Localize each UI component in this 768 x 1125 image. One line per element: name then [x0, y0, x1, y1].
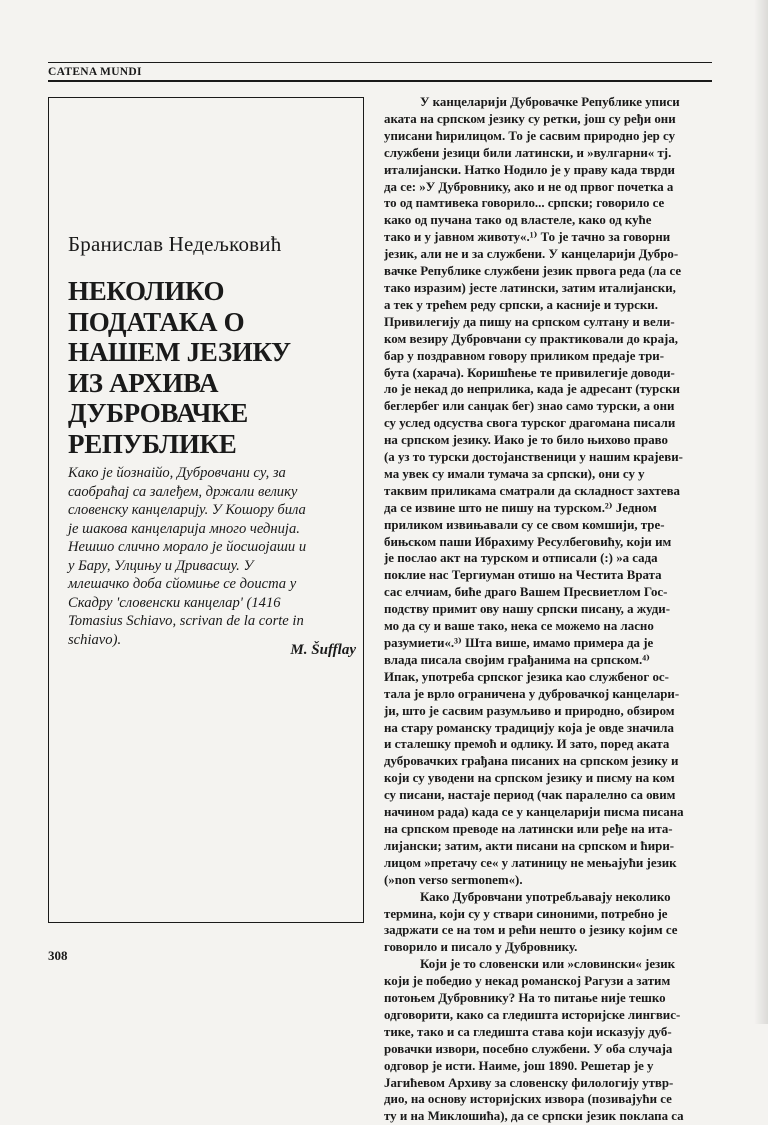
epigraph-line: млешачко доба сйомиње се доиста у: [68, 576, 297, 592]
epigraph-signature: M. Šufflay: [290, 642, 356, 658]
body-line: да се: »У Дубровнику, ако и не од првог почетка а: [384, 179, 674, 194]
body-line: ји, што је сасвим разумљиво и природно, обзиром: [384, 703, 675, 718]
body-line: Јагићевом Архиву за словенску филологију утвр-: [384, 1075, 674, 1090]
body-line: тако и у јавном животу«.¹⁾ То је тачно за говорни: [384, 230, 671, 245]
epigraph-line: Tomasius Schiavo, scrivan de la corte in: [68, 613, 304, 629]
body-line: разумиети«.³⁾ Шта више, имамо примера да је: [384, 636, 654, 650]
body-line: поклие нас Тергиуман отишо на Честита Врата: [384, 568, 662, 583]
body-line: термина, који су у ствари синоними, потребно је: [384, 906, 668, 921]
title-line: РЕПУБЛИКЕ: [68, 428, 237, 459]
epigraph-line: Нешшо слично морало је йосшојаши и: [68, 539, 307, 555]
body-line: службени језици били латински, и »вулгарни« тј.: [384, 145, 672, 160]
body-line: ло је некад до неприлика, када је адресант (турски: [384, 382, 680, 397]
running-title: CATENA MUNDI: [48, 66, 142, 78]
body-line: тике, тако и са гледишта става који исказују дуб-: [384, 1024, 672, 1039]
body-line: који је победио у некад романској Рагузи а затим: [384, 974, 671, 989]
body-line: сас елчиам, биће драго Вашем Пресвиетлом Гос-: [384, 585, 668, 600]
body-line: бињском паши Ибрахиму Ресулбеговићу, који им: [384, 534, 672, 549]
body-line: ма увек су имали тумача за српски), они су у: [384, 466, 645, 481]
body-line: дубровачких грађана писаних на српском језику и: [384, 754, 679, 769]
body-line: одговорити, како са гледишта историјске лингвис-: [384, 1007, 681, 1022]
epigraph-line: у Бару, Улцињу и Дривасшу. У: [68, 557, 254, 574]
body-line: на стару романску традицију која је овде значила: [384, 720, 674, 735]
body-line: су писани, настаје период (чак паралелно са овим: [384, 788, 676, 803]
epigraph-line: Скадру 'словенски канцелар' (1416: [68, 594, 281, 611]
epigraph-line: словенску канцеларију. У Кошору била: [68, 502, 306, 518]
epigraph-line: је шакова канцеларија много чеднија.: [68, 520, 300, 537]
body-line: одговор је исти. Наиме, још 1890. Решетар је у: [384, 1058, 654, 1073]
body-line: вачке Републике службени језик првога реда (ла се: [384, 264, 682, 279]
page-number: 308: [48, 948, 68, 963]
title-line: ПОДАТАКА О: [68, 306, 245, 337]
body-line: како од пучана тако од властеле, како од куће: [384, 213, 652, 228]
body-line: и сталешку премоћ и одлику. И зато, поред аката: [384, 737, 670, 752]
body-line: мо да су и ваше тако, нека се можемо на ласно: [384, 619, 654, 634]
title-line: ДУБРОВАЧКЕ: [68, 398, 249, 428]
page-edge-shadow: [754, 0, 768, 1024]
body-line: потоњем Дубровнику? На то питање није тешко: [384, 991, 666, 1006]
article-title: [68, 276, 358, 459]
body-line: језик, али не и за службени. У канцеларији Дубро-: [384, 247, 679, 262]
body-line: (»non verso sermonem«).: [384, 872, 523, 887]
body-line: бута (харача). Коришћење те привилегије доводи-: [384, 365, 675, 380]
body-line: дио, на основу историјских извора (позивајући се: [384, 1092, 672, 1107]
title-line: НЕКОЛИКО: [68, 276, 225, 306]
body-line: приликом извињавали су се свом комшији, тре-: [384, 517, 665, 532]
body-text-column: [384, 94, 728, 1125]
body-line: (а уз то турски достојанственици у нашим крајеви-: [384, 450, 683, 465]
body-line: задржати се на том и рећи нешто о језику којим се: [384, 923, 678, 938]
body-line: италијански. Натко Нодило је у праву када тврди: [384, 162, 675, 177]
body-line: начином рада) када се у канцеларији писма писана: [384, 805, 684, 820]
body-line: бар у поздравном говору приликом предаје три-: [384, 348, 665, 363]
header-rule-thick: [48, 80, 712, 82]
body-line: говорило и писало у Дубровнику.: [384, 940, 578, 955]
body-line: то од памтивека говорило... српски; говорило се: [384, 196, 665, 211]
body-line: влада писала својим грађанима на српском.⁴⁾: [384, 652, 650, 667]
body-line: Како Дубровчани употребљавају неколико: [420, 889, 671, 904]
body-line: ком везиру Дубровчани су практиковали до краја,: [384, 331, 678, 346]
body-line: Који је то словенски или »словински« језик: [420, 957, 676, 972]
body-line: тако изразим) јесте латински, затим италијански,: [384, 280, 676, 295]
body-line: су услед одсуства свога турског драгомана писали: [384, 416, 676, 431]
body-line: ту и на Миклошића), да се српски језик поклапа са: [384, 1109, 684, 1124]
body-line: У канцеларији Дубровачке Републике уписи: [420, 95, 680, 109]
body-line: таквим приликама сматрали да складност захтева: [384, 483, 680, 498]
body-line: аката на српском језику су ретки, још су ређи они: [384, 111, 676, 126]
body-line: је послао акт на турском и отписали (:) »а сада: [384, 551, 658, 566]
body-line: лицом »претачу се« у латиницу не мењајући језик: [384, 855, 677, 870]
epigraph-line: Како је йознаійо, Дубровчани су, за: [68, 465, 286, 481]
body-line: Привилегију да пишу на српском султану и вели-: [384, 314, 675, 329]
epigraph-line: саобраћај са залеђем, држали велику: [68, 483, 298, 500]
body-line: лијански; затим, акти писани на српском и ћири-: [384, 838, 675, 853]
body-line: уписани ћирилицом. То је сасвим природно јер су: [384, 128, 676, 143]
epigraph: [68, 464, 360, 649]
body-line: да се извине што не пишу на турском.²⁾ Једном: [384, 500, 657, 515]
body-line: тала је врло ограничена у дубровачкој канцелари-: [384, 686, 680, 701]
body-line: подству примит ову нашу српски писану, а жуди-: [384, 602, 670, 617]
body-line: беглербег или санџак бег) знао само турски, а они: [384, 399, 675, 414]
header-rule-thin: [48, 62, 712, 63]
body-line: ровачки извори, посебно службени. У оба случаја: [384, 1041, 673, 1056]
body-line: Ипак, употреба српског језика као службеног ос-: [384, 669, 669, 684]
epigraph-line: schiavo).: [68, 631, 122, 648]
body-line: а тек у трећем реду српски, а касније и турски.: [384, 297, 658, 312]
title-line: НАШЕМ ЈЕЗИКУ: [68, 337, 291, 367]
title-line: ИЗ АРХИВА: [68, 367, 219, 398]
article-author: Бранислав Недељковић: [68, 232, 282, 256]
body-line: на српском преводе на латински или ређе на ита-: [384, 821, 673, 836]
body-line: на српском језику. Иако је то било њихово право: [384, 433, 668, 448]
body-line: који су уводени на српском језику и писму на ком: [384, 771, 675, 786]
